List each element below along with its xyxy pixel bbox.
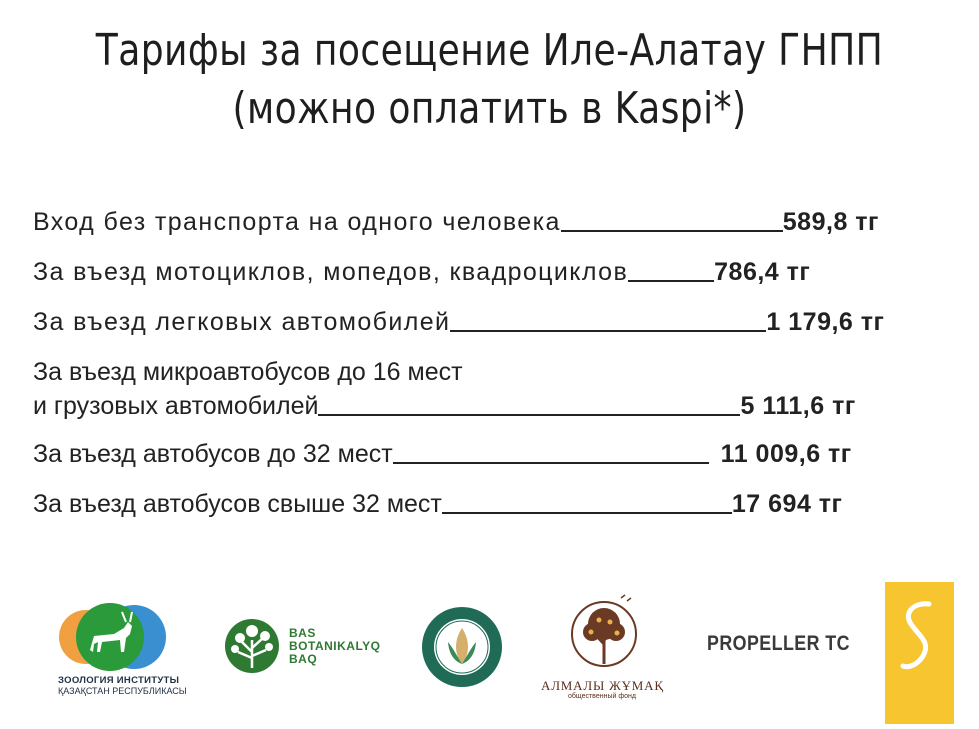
- tariff-label: За въезд автобусов свыше 32 мест: [33, 490, 442, 518]
- zoology-logo-sub: ҚАЗАҚСТАН РЕСПУБЛИКАСЫ: [58, 686, 187, 696]
- tariff-row: [33, 255, 810, 289]
- zoology-logo-text: [58, 675, 187, 696]
- leader-line: [450, 330, 766, 332]
- tariff-label: Вход без транспорта на одного человека: [33, 208, 561, 236]
- almaly-tree-icon: [569, 592, 639, 676]
- leader-line: [561, 230, 783, 232]
- propeller-logo: PROPELLER TC: [707, 632, 850, 655]
- tariff-label: За въезд автобусов до 32 мест: [33, 440, 393, 468]
- almaly-logo-name: АЛМАЛЫ ЖҰМАҚ: [541, 678, 664, 693]
- tariff-row: [33, 437, 852, 471]
- leader-line: [442, 512, 732, 514]
- bas-tree-icon: [222, 616, 282, 676]
- phytogenetic-seal-icon: [421, 606, 503, 688]
- tariff-label: и грузовых автомобилей: [33, 392, 319, 420]
- tariff-row: [33, 389, 856, 423]
- s-logo-icon: [885, 582, 954, 724]
- leader-line: [318, 414, 740, 416]
- tariff-price: 1 179,6 тг: [766, 308, 885, 336]
- tariff-label: За въезд мотоциклов, мопедов, квадроциклов: [33, 258, 629, 286]
- partner-logos: [0, 580, 979, 724]
- leader-line: [628, 280, 714, 282]
- tariff-price: 11 009,6 тг: [720, 440, 852, 468]
- page-title: [88, 22, 891, 138]
- tariff-row: [33, 487, 842, 521]
- tariff-row-title: [33, 355, 463, 389]
- tariff-price: 5 111,6 тг: [740, 392, 856, 420]
- zoology-logo-name: ЗООЛОГИЯ ИНСТИТУТЫ: [58, 675, 180, 686]
- title-line-2: (можно оплатить в Kaspi*): [232, 83, 747, 134]
- almaly-logo-sub: общественный фонд: [568, 693, 636, 700]
- tariff-label: За въезд легковых автомобилей: [33, 308, 451, 336]
- zoology-logo-icon: [58, 600, 173, 674]
- yellow-brand-block: [885, 582, 954, 724]
- tariff-row: [33, 305, 884, 339]
- tariff-row: [33, 205, 879, 239]
- tariff-price: 786,4 тг: [714, 258, 811, 286]
- title-line-1: Тарифы за посещение Иле-Алатау ГНПП: [95, 25, 884, 76]
- tariff-price: 17 694 тг: [731, 490, 843, 518]
- tariff-label-line-1: За въезд микроавтобусов до 16 мест: [33, 358, 463, 386]
- leader-line: [393, 462, 709, 464]
- tariff-price: 589,8 тг: [782, 208, 879, 236]
- bas-logo-text: BAS BOTANIKALYQ BAQ: [289, 626, 381, 666]
